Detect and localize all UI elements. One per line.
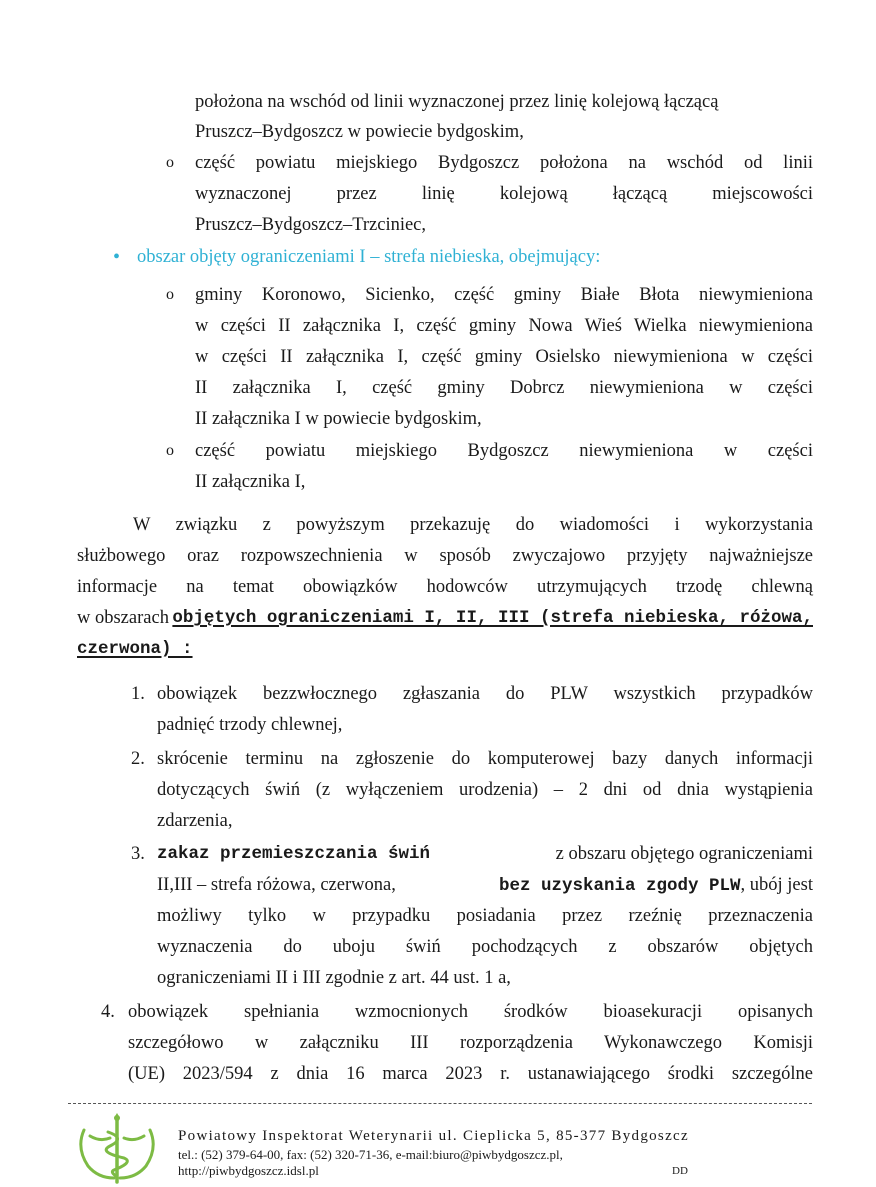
list-item-line: Pruszcz–Bydgoszcz–Trzciniec, xyxy=(195,215,427,235)
list-item-line: część powiatu miejskiego Bydgoszcz położona na wschód od linii xyxy=(195,153,813,173)
list-item-line: wyznaczonej przez linię kolejową łączącą miejscowości xyxy=(195,184,813,204)
intro-text: w obszarach xyxy=(77,608,169,628)
circle-bullet-icon: o xyxy=(166,442,174,459)
obligation-text: II,III – strefa różowa, czerwona, xyxy=(157,875,396,895)
author-initials: DD xyxy=(672,1165,688,1177)
footer-contact: tel.: (52) 379-64-00, fax: (52) 320-71-36, e-mail:biuro@piwbydgoszcz.pl, xyxy=(178,1147,563,1162)
dot-bullet-icon: • xyxy=(113,246,121,268)
intro-paragraph-line xyxy=(77,607,813,629)
list-item-continuation-line: położona na wschód od linii wyznaczonej przez linię kolejową łączącą xyxy=(195,92,719,112)
list-item-line: część powiatu miejskiego Bydgoszcz niewymieniona w części xyxy=(195,441,813,461)
caduceus-snake-logo-icon xyxy=(70,1112,164,1184)
obligation-number: 1. xyxy=(131,684,145,704)
obligation-line xyxy=(157,874,813,897)
footer-website-link[interactable]: http://piwbydgoszcz.idsl.pl xyxy=(178,1163,319,1178)
intro-paragraph-line: służbowego oraz rozpowszechnienia w sposób zwyczajowo przyjęty najważniejsze xyxy=(77,546,813,566)
obligation-line: dotyczących świń (z wyłączeniem urodzenia) – 2 dni od dnia wystąpienia xyxy=(157,780,813,800)
obligation-line: wyznaczenia do uboju świń pochodzących z obszarów objętych xyxy=(157,937,813,957)
zones-emphasis: czerwona) : xyxy=(77,639,193,659)
obligation-line: zdarzenia, xyxy=(157,811,233,831)
obligation-line: padnięć trzody chlewnej, xyxy=(157,715,343,735)
footer-institution: Powiatowy Inspektorat Weterynarii ul. Cieplicka 5, 85-377 Bydgoszcz xyxy=(178,1128,689,1144)
movement-ban-emphasis: zakaz przemieszczania świń xyxy=(157,844,431,864)
obligation-text: , ubój jest xyxy=(740,875,813,895)
blue-zone-heading: obszar objęty ograniczeniami I – strefa niebieska, obejmujący: xyxy=(137,247,601,267)
list-item-line: gminy Koronowo, Sicienko, część gminy Białe Błota niewymieniona xyxy=(195,285,813,305)
list-item-line: w części II załącznika I, część gminy Osielsko niewymieniona w części xyxy=(195,347,813,367)
zones-emphasis: objętych ograniczeniami I, II, III (strefa niebieska, różowa, xyxy=(172,608,813,628)
list-item-line: II załącznika I, część gminy Dobrcz niewymieniona w części xyxy=(195,378,813,398)
obligation-line: ograniczeniami II i III zgodnie z art. 44 ust. 1 a, xyxy=(157,968,511,988)
obligation-line: szczegółowo w załączniku III rozporządzenia Wykonawczego Komisji xyxy=(128,1033,813,1053)
list-item-line: II załącznika I w powiecie bydgoskim, xyxy=(195,409,482,429)
obligation-number: 4. xyxy=(101,1002,115,1022)
obligation-line: możliwy tylko w przypadku posiadania przez rzeźnię przeznaczenia xyxy=(157,906,813,926)
footer-divider xyxy=(68,1103,812,1104)
obligation-line: skrócenie terminu na zgłoszenie do komputerowej bazy danych informacji xyxy=(157,749,813,769)
obligation-line xyxy=(157,843,813,865)
circle-bullet-icon: o xyxy=(166,154,174,171)
obligation-line: (UE) 2023/594 z dnia 16 marca 2023 r. ustanawiającego środki szczególne xyxy=(128,1064,813,1084)
intro-paragraph-line: W związku z powyższym przekazuję do wiadomości i wykorzystania xyxy=(133,515,813,535)
list-item-line: II załącznika I, xyxy=(195,472,306,492)
obligation-text: z obszaru objętego ograniczeniami xyxy=(555,844,813,864)
list-item-continuation-line: Pruszcz–Bydgoszcz w powiecie bydgoskim, xyxy=(195,122,524,142)
list-item-line: w części II załącznika I, część gminy Nowa Wieś Wielka niewymieniona xyxy=(195,316,813,336)
obligation-line: obowiązek spełniania wzmocnionych środków bioasekuracji opisanych xyxy=(128,1002,813,1022)
consent-emphasis: bez uzyskania zgody PLW xyxy=(498,876,741,896)
obligation-number: 3. xyxy=(131,844,145,864)
obligation-line: obowiązek bezzwłocznego zgłaszania do PLW wszystkich przypadków xyxy=(157,684,813,704)
obligation-number: 2. xyxy=(131,749,145,769)
circle-bullet-icon: o xyxy=(166,286,174,303)
intro-paragraph-line: informacje na temat obowiązków hodowców utrzymujących trzodę chlewną xyxy=(77,577,813,597)
